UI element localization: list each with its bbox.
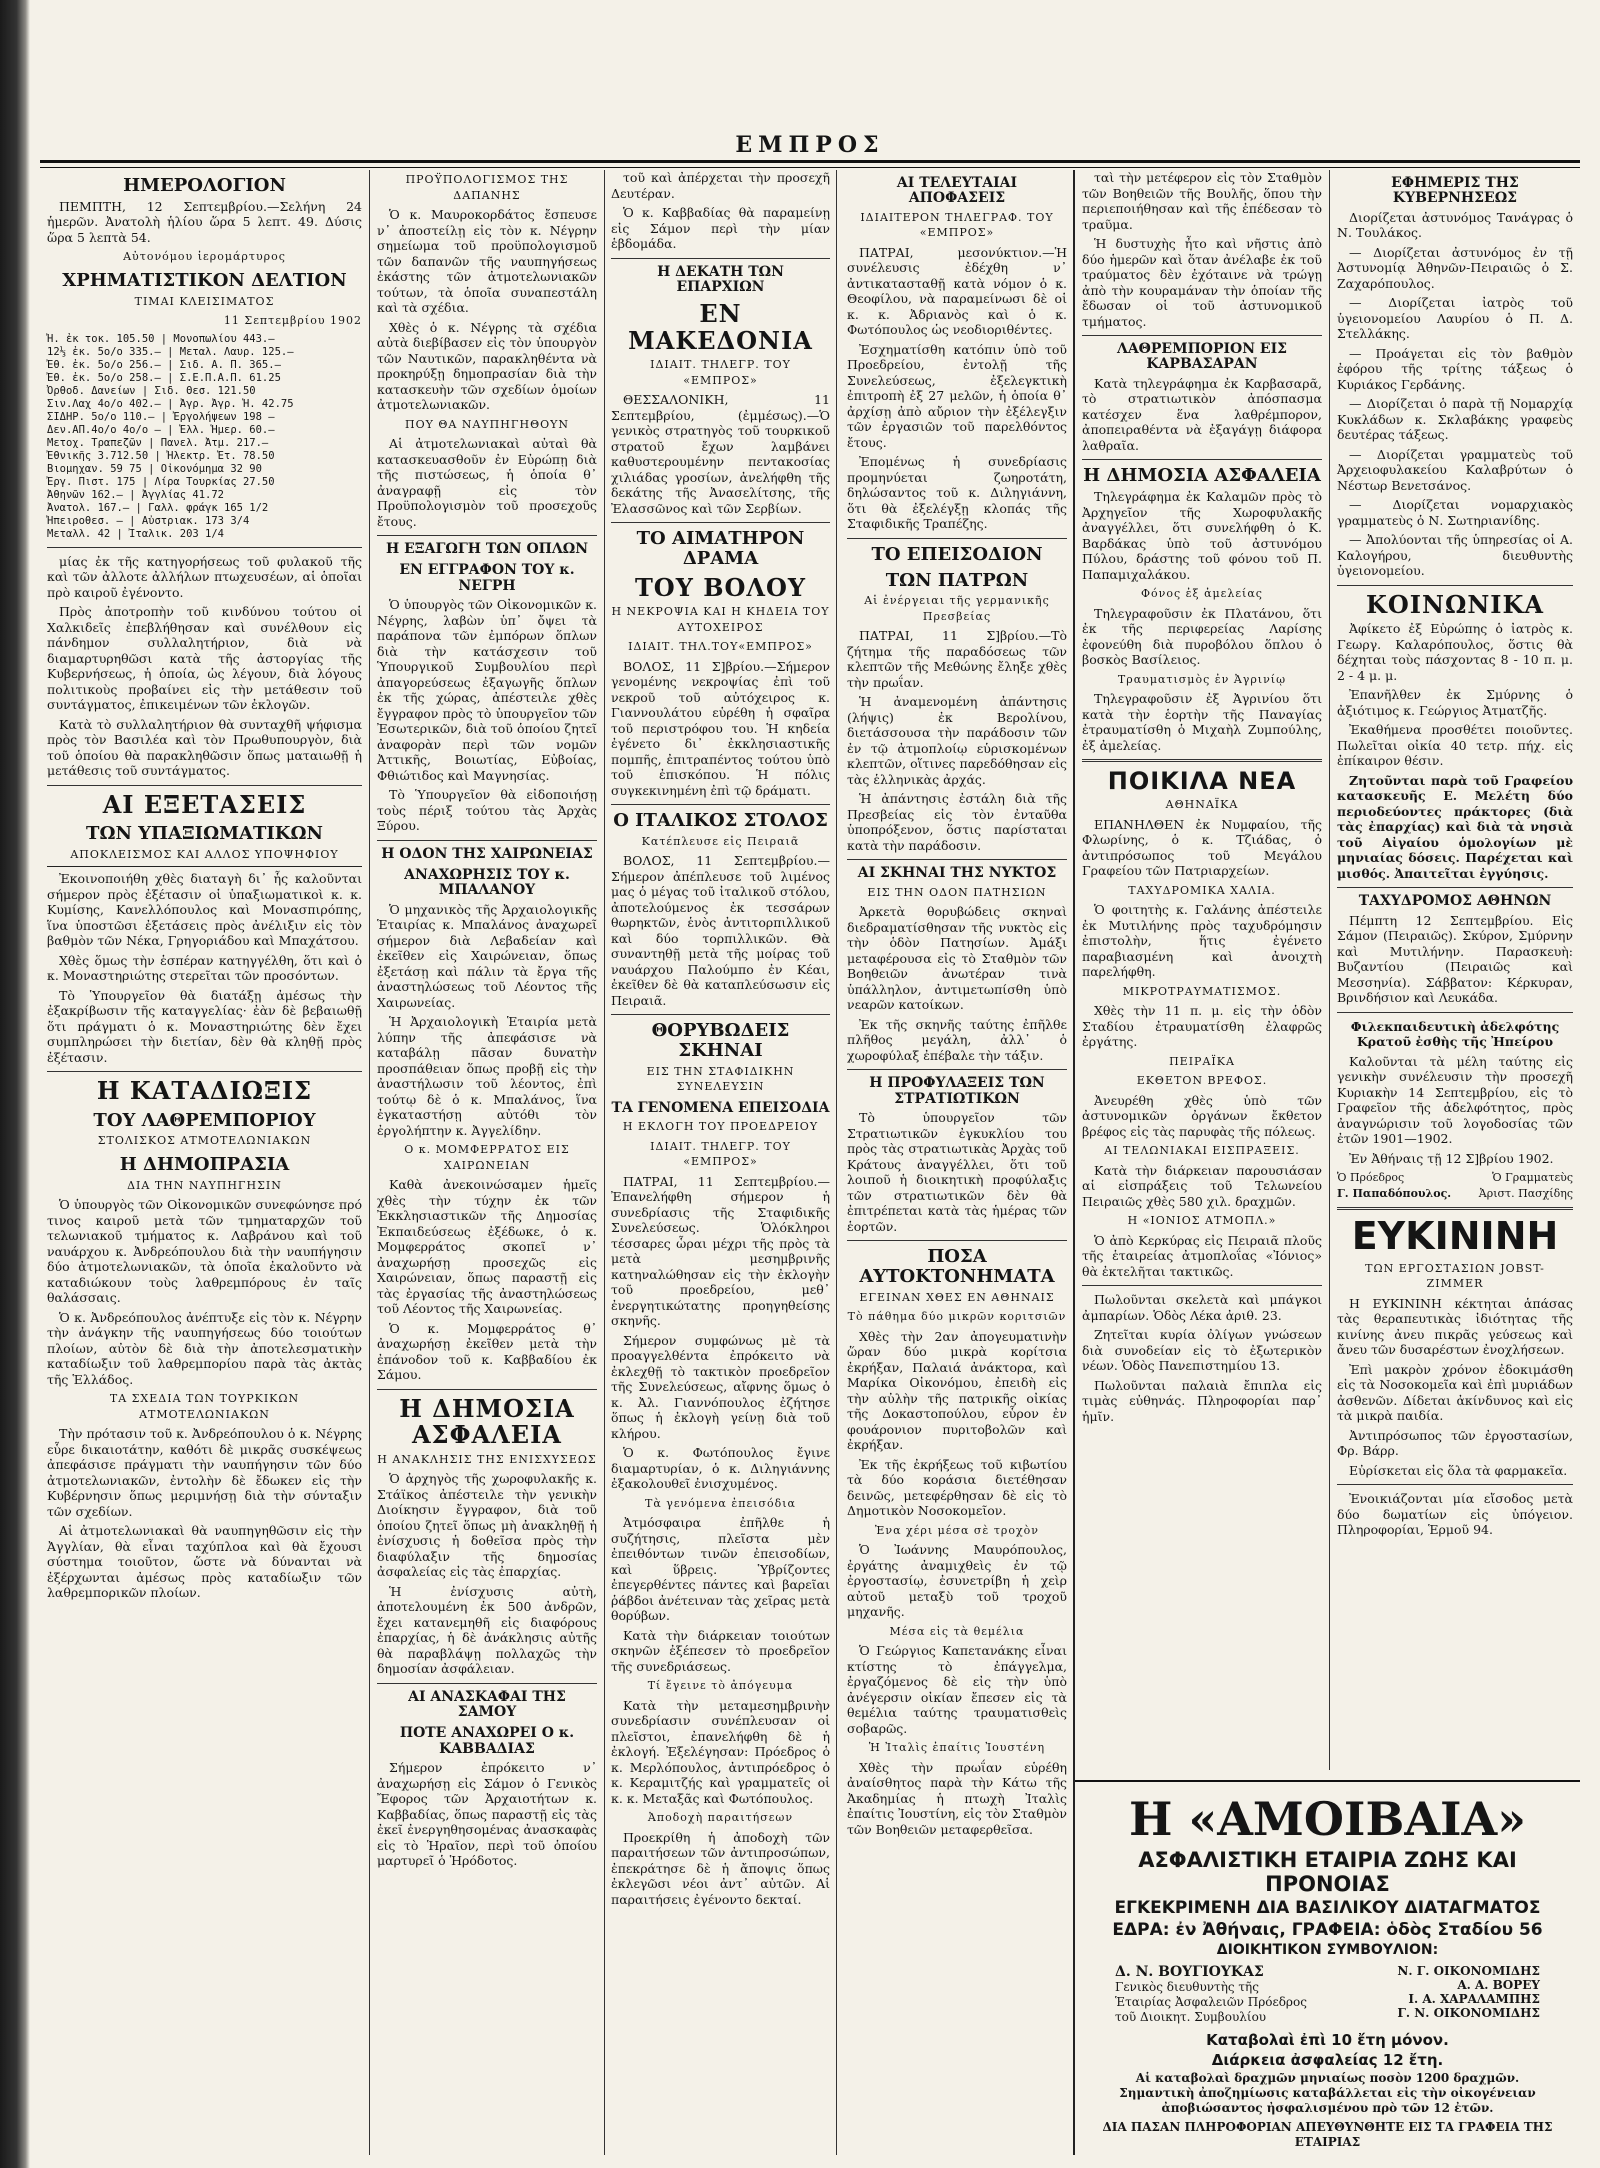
article-paragraph: Τηλεγράφημα ἐκ Καλαμῶν πρὸς τὸ Ἀρχηγεῖον τῆς Χωροφυλακῆς ἀναγγέλλει, ὅτι συνελήφθη ὁ Κ. Βαρδάκας ὑπὸ τοῦ ἀστυνόμου Πύλου, δράστης τοῦ φόνου τοῦ Π. Παπαμιχαλάκου. xyxy=(1082,489,1322,582)
article-paragraph: Σήμερον συμφώνως μὲ τὰ προαγγελθέντα ἐπρόκειτο νὰ ἐκλεχθῇ τὸ τακτικὸν προεδρεῖον τῆς Συνελεύσεως, αἴφνης ὅμως ὁ κ. Ἀλ. Γιαννόπουλος ἐζήτησε ὅπως ἡ ἐκλογὴ γείνῃ διὰ τοῦ κλήρου. xyxy=(611,1332,830,1441)
table-row: Ὀρθοδ. Δανείων | Σιδ. Θεσ. 121.50 xyxy=(47,384,256,397)
pou-tha-label: ΠΟΥ ΘΑ ΝΑΥΠΗΓΗΘΟΥΝ xyxy=(405,417,569,431)
katadiwxis-subtitle-2: ΣΤΟΛΙΣΚΟΣ ΑΤΜΟΤΕΛΩΝΙΑΚΩΝ xyxy=(97,1134,312,1148)
ena-xeri-label: Ἐνα χέρι μέσα σὲ τροχὸν xyxy=(875,1523,1039,1537)
article-paragraph: Κατὰ τηλεγράφημα ἐκ Καρβασαρᾶ, τὸ στρατιωτικὸν ἀπόσπασμα κατέσχεν ἕνα λαθρέμπορον, ἀποπειραθέντα νὰ ἐξαγάγῃ διάφορα λαθραῖα. xyxy=(1082,375,1322,453)
market-date: 11 Σεπτεμβρίου 1902 xyxy=(223,314,362,328)
market-table xyxy=(47,333,362,541)
table-row: Σιν.Λαχ 4ο/ο 402.— | Ἀγρ. Ἀγρ. Ἡ. 42.75 xyxy=(47,397,294,410)
divider xyxy=(1082,759,1322,762)
divider xyxy=(611,1014,830,1015)
divider xyxy=(1337,1484,1573,1485)
asfaleia-title-2: Η ΔΗΜΟΣΙΑ ΑΣΦΑΛΕΙΑ xyxy=(1083,465,1321,487)
article-paragraph: Ὁ μηχανικὸς τῆς Ἀρχαιολογικῆς Ἑταιρίας κ. Μπαλάνος ἀναχωρεῖ σήμερον διὰ Λεβαδείαν καὶ ἐκεῖθεν εἰς Χαιρώνειαν, ὅπως ἐξετάσῃ καὶ πάλιν τὰ ἔργα τῆς ἀναστηλώσεως τοῦ Λέοντος τῆς Χαιρωνείας. xyxy=(377,901,597,1010)
asfaleia-title: Η ΔΗΜΟΣΙΑ ΑΣΦΑΛΕΙΑ xyxy=(399,1393,575,1450)
divider xyxy=(847,538,1067,539)
article-paragraph: Καθὰ ἀνεκοινώσαμεν ἡμεῖς χθὲς τὴν τύχην ἐκ τῶν Ἐκκλησιαστικῶν τῆς Δημοσίας Ἐκπαιδεύσεως ἐξέδωκε, ὁ κ. Μομφερράτος σκοπεῖ ν᾽ ἀναχωρήσῃ προσεχῶς εἰς Χαιρώνειαν, ὅπως παραστῇ εἰς τὰς ἐργασίας τῆς ἀναστηλώσεως τοῦ Λέοντος τῆς Χαιρωνείας. xyxy=(377,1177,597,1317)
article-paragraph: Η ΕΥΚΙΝΙΝΗ κέκτηται ἁπάσας τὰς θεραπευτικὰς ἰδιότητας τῆς κινίνης ἀνευ πικρᾶς γεύσεως καὶ ἄνευ τῶν δυσαρέστων ἐνοχλήσεων. xyxy=(1337,1295,1573,1358)
article-paragraph: Ἡ δυστυχὴς ἦτο καὶ νῆστις ἀπὸ δύο ἡμερῶν καὶ ὅταν ἀνέλαβε ἐκ τοῦ τραύματος δὲν ἐχόταινε νὰ τρώγῃ ἀπὸ τὴν κουραμάναν τὴν ὁποίαν τῆς ἔδωσαν οἱ τοῦ ἀστυνομικοῦ τμήματος. xyxy=(1082,236,1322,329)
eukinini-subtitle: ΤΩΝ ΕΡΓΟΣΤΑΣΙΩΝ JOBST-ZIMMER xyxy=(1365,1261,1545,1291)
table-row: Δεν.ΑΠ.4ο/ο 4ο/ο — | Ἑλλ. Ἡμερ. 60.— xyxy=(47,423,275,436)
lathremporion-title: ΛΑΘΡΕΜΠΟΡΙΟΝ ΕΙΣ ΚΑΡΒΑΣΑΡΑΝ xyxy=(1116,341,1288,373)
divider xyxy=(611,804,830,805)
article-paragraph: Ἡ ἀπάντησις ἐστάλη διὰ τῆς Πρεσβείας εἰς τὸν ἐνταῦθα ὑποπρόξενον, ὅστις παρίσταται κατὰ τὴν παράδοσιν. xyxy=(847,791,1067,853)
ad-line-8: ΔΙΑ ΠΑΣΑΝ ΠΛΗΡΟΦΟΡΙΑΝ ΑΠΕΥΘΥΝΘΗΤΕ ΕΙΣ ΤΑ ΓΡΑΦΕΙΑ ΤΗΣ ΕΤΑΙΡΙΑΣ xyxy=(1102,2120,1553,2149)
classified-ad: Ζητεῖται κυρία ὀλίγων γνώσεων διὰ συνοδείαν εἰς τὸ ἐξωτερικὸν νέων. Ὁδὸς Πανεπιστημίου 13. xyxy=(1082,1327,1322,1374)
article-paragraph: Κατὰ τὴν μεταμεσημβρινὴν συνεδρίασιν συνέπλευσαν οἱ πλεῖστοι, ἐπανελήφθη δὲ ἡ ἐκλογή. Ἐξελέγησαν: Πρόεδρος ὁ κ. Μερλόπουλος, ἀντιπρόεδρος ὁ κ. Κεραμιτζής καὶ γραμματεῖς οἱ κ. κ. Μεταξᾶς καὶ Φωτόπουλος. xyxy=(611,1697,830,1806)
article-paragraph: Ἀφίκετο ἐξ Εὐρώπης ὁ ἰατρὸς κ. Γεωργ. Καλαρόπουλος, ὅστις θὰ δέχηται τοὺς πάσχοντας 8 - 10 π. μ. 2 - 4 μ. μ. xyxy=(1337,621,1573,683)
ad-line-7: Σημαντικὴ ἀποζημίωσις καταβάλλεται εἰς τὴν οἰκογένειαν ἀποβιώσαντος ἠσφαλισμένου πρὸ τῶν 12 ἐτῶν. xyxy=(1119,2086,1536,2115)
table-row: Μεταλλ. 42 | Ἰταλικ. 203 1/4 xyxy=(47,527,225,540)
article-paragraph: — Διορίζεται ἀστυνόμος ἐν τῇ Ἀστυνομίᾳ Ἀθηνῶν-Πειραιῶς ὁ Σ. Ζαχαρόπουλος. xyxy=(1337,244,1573,291)
article-paragraph: Πέμπτη 12 Σεπτεμβρίου. Εἰς Σάμον (Πειραιῶς). Σκύρον, Σμύρνην καὶ Μυτιλήνην. Παρασκευὴ: Βυζαντίου (Πειραιῶς καὶ Μεσσηνία). Σάββατον: Κέρκυραν, Βρινδήσιον καὶ Λευκάδα. xyxy=(1337,912,1573,1006)
ad-line-4: Καταβολαὶ ἐπὶ 10 ἔτη μόνον. xyxy=(1206,2031,1449,2049)
katadiwxis-title: Η ΚΑΤΑΔΙΩΞΙΣ xyxy=(96,1076,313,1106)
article-paragraph: ταὶ τὴν μετέφερον εἰς τὸν Σταθμὸν τῶν Βοηθειῶν τῆς Βουλῆς, ὅπου τὴν περιεποιήθησαν καὶ τῆς ἐπέδεσαν τὸ τραῦμα. xyxy=(1082,170,1322,232)
column-4 xyxy=(1075,170,1330,1770)
article-paragraph: Ἐκ τῆς σκηνῆς ταύτης ἐπῆλθε πλῆθος μεγάλη, ἀλλ᾽ ὁ χωροφύλαξ ἐπέβαλε τὴν τάξιν. xyxy=(847,1016,1067,1063)
article-paragraph: Ἐπανῆλθεν ἐκ Σμύρνης ὁ ἀξιότιμος κ. Γεώργιος Ἀτματζῆς. xyxy=(1337,687,1573,718)
epeisodion-subtitle: ΤΩΝ ΠΑΤΡΩΝ xyxy=(885,569,1029,591)
article-paragraph: Ὁ κ. Μαυροκορδάτος ἔσπευσε ν᾽ ἀποστείλῃ εἰς τὸν κ. Νέγρην σημείωμα τοῦ προϋπολογισμοῦ τῶν δαπανῶν τῆς ναυπηγήσεως ἑκάστης τῶν ἀτμοτελωνιακῶν τούτων, τὰ ὁποῖα συναπεστάλη καὶ τὰ σχέδια. xyxy=(377,207,597,315)
fonos-label: Φόνος ἐξ ἀμελείας xyxy=(1141,587,1263,601)
proedros-label: Ὁ Πρόεδρος xyxy=(1337,1171,1405,1185)
anaskafai-title: ΑΙ ΑΝΑΣΚΑΦΑΙ ΤΗΣ ΣΑΜΟΥ xyxy=(408,1688,566,1721)
divider xyxy=(47,785,362,786)
signature-left xyxy=(1337,1170,1451,1201)
epeisodion-title: ΤΟ ΕΠΕΙΣΟΔΙΟΝ xyxy=(871,543,1043,565)
table-row: Ἐθ. ἐκ. 5ο/ο 256.— | Σιδ. Α. Π. 365.— xyxy=(47,358,281,371)
article-paragraph: Ἡ ἀναμενομένη ἀπάντησις (λήψις) ἐκ Βερολίνου, διετάσσουσα τὴν παράδοσιν τῶν ἐν τῷ ἀτμοπλοίῳ εὑρισκομένων κλεπτῶν, οἵτινες παρεδόθησαν εἰς τὰς ἑλληνικὰς ἀρχάς. xyxy=(847,694,1067,787)
article-paragraph: ΒΟΛΟΣ, 11 Σεπτεμβρίου.—Σήμερον ἀπέπλευσε τοῦ λιμένος μας ὁ μέγας τοῦ ἰταλικοῦ στόλου, ἀποτελούμενος ἐκ τεσσάρων θωρηκτῶν, ἑνὸς ἀντιτορπιλλικοῦ καὶ δύο τορπιλλικῶν. Θὰ συναντηθῇ μετὰ τῆς μοίρας τοῦ ναυάρχου Παλούμπο ἐν Κέαι, ἐκεῖθεν δὲ θὰ καταπλεύσωσιν εἰς Πειραιᾶ. xyxy=(611,853,830,1008)
article-paragraph: Τὸ ὑπουργεῖον τῶν Στρατιωτικῶν ἐγκυκλίου του πρὸς τὰς στρατιωτικὰς Ἀρχὰς τοῦ Κράτους ἀναγγέλλει, ὅτι τοῦ λοιποῦ ἡ διοικητικὴ προφύλαξις τῶν στρατιωτικῶν δὲν θὰ ἐπιτρέπεται κατὰ τὰς ἡμέρας τῶν ἑορτῶν. xyxy=(847,1110,1067,1234)
board-left-name: Δ. Ν. ΒΟΥΓΙΟΥΚΑΣ xyxy=(1115,1964,1264,1980)
article-paragraph: ΠΑΤΡΑΙ, 11 Σεπτεμβρίου.—Ἐπανελήφθη σήμερον ἡ συνεδρίασις τῆς Σταφιδικῆς Συνελεύσεως. Ὁλόκληροι τέσσαρες ὧραι μέχρι τῆς πρὸς τὰ μετὰ μεσημβρινῆς κατηναλώθησαν εἰς τὴν ἐκλογὴν τοῦ προεδρείου, μεθ᾽ ἐνεργητικώτατης προηγηθείσης σκηνῆς. xyxy=(611,1173,830,1329)
article-paragraph: Καλοῦνται τὰ μέλη ταύτης εἰς γενικὴν συνέλευσιν τὴν προσεχῆ Κυριακὴν 14 Σεπτεμβρίου, εἰς τὸ Γραφεῖον τῆς ἀδελφότητος, πρὸς ἀναγνώρισιν τοῦ λογοδοσίας τῶν ἐτῶν 1901—1902. xyxy=(1337,1053,1573,1147)
article-paragraph: Ἀνευρέθη χθὲς ὑπὸ τῶν ἀστυνομικῶν ὀργάνων ἔκθετον βρέφος εἰς τὰς παρυφὰς τῆς πόλεως. xyxy=(1082,1092,1322,1139)
exetaseis-subtitle: ΤΩΝ ΥΠΑΞΙΩΜΑΤΙΚΩΝ xyxy=(86,822,323,844)
article-paragraph: — Διορίζεται γραμματεὺς τοῦ Ἀρχειοφυλακείου Καλαβρύτων ὁ Νέστωρ Βενετσάνος. xyxy=(1337,446,1573,493)
times-title: ΤΙΜΑΙ ΚΛΕΙΣΙΜΑΤΟΣ xyxy=(134,294,275,308)
divider xyxy=(1337,1207,1573,1210)
divider xyxy=(611,258,830,259)
article-paragraph: Ἀντιπρόσωπος τῶν ἐργοστασίων, Φρ. Βάρρ. xyxy=(1337,1427,1573,1459)
odon-subtitle: ΑΝΑΧΩΡΗΣΙΣ ΤΟΥ κ. ΜΠΑΛΑΝΟΥ xyxy=(404,867,570,899)
article-paragraph: Κατὰ τὴν διάρκειαν τοιούτων σκηνῶν ἐξέπεσεν τὸ προεδρεῖον τῆς συνεδριάσεως. xyxy=(611,1627,830,1674)
article-paragraph: Τηλεγραφοῦσιν ἐξ Ἀγρινίου ὅτι κατὰ τὴν ἑορτὴν τῆς Παναγίας ἐτραυματίσθη ὁ Μιχαὴλ Ζυμπούλης, ἐξ ἀμελείας. xyxy=(1082,691,1322,753)
article-paragraph: Φιλεκπαιδευτικὴ ἀδελφότης Κρατοῦ ἐσθὴς τῆς Ἠπείρου xyxy=(1350,1018,1560,1050)
article-paragraph: Εὐρίσκεται εἰς ὅλα τὰ φαρμακεῖα. xyxy=(1349,1462,1568,1478)
article-paragraph: Πρὸς ἀποτροπὴν τοῦ κινδύνου τούτου οἱ Χαλκιδεῖς ἐπεβλήθησαν καὶ συνέλθουν εἰς πάνδημον συλλαλητήριον, διὰ νὰ διαμαρτυρηθῶσι κατὰ τῆς ἀστοργίας τῆς Κυβερνήσεως, ἡ ὁποία, ὡς λέγουν, διὰ λόγους πολιτικοὺς προβαίνει εἰς τὴν μετάθεσιν τοῦ συντάγματος, ἐπικειμένων τῶν ἐκλογῶν. xyxy=(47,604,362,713)
ad-line-6: Αἱ καταβολαὶ δραχμῶν μηνιαίως ποσὸν 1200 δραχμῶν. xyxy=(1135,2071,1520,2085)
proflaseis-title: Η ΠΡΟΦΥΛΑΞΕΙΣ ΤΩΝ ΣΤΡΑΤΙΩΤΙΚΩΝ xyxy=(869,1075,1045,1107)
teleutaiai-tag: ΙΔΙΑΙΤΕΡΟΝ ΤΗΛΕΓΡΑΦ. ΤΟΥ «ΕΜΠΡΟΣ» xyxy=(860,210,1054,240)
article-paragraph: — Προάγεται εἰς τὸν βαθμὸν ἐφόρου τῆς τρίτης τάξεως ὁ Κυριάκος Γερδάνης. xyxy=(1337,345,1573,392)
athhnaika-label: ΑΘΗΝΑΪΚΑ xyxy=(1165,798,1239,812)
italikos-subtitle: Κατέπλευσε εἰς Πειραιᾶ xyxy=(641,834,800,848)
dekate-tag: ΙΔΙΑΙΤ. ΤΗΛΕΓΡ. ΤΟΥ «ΕΜΠΡΟΣ» xyxy=(650,358,791,387)
article-paragraph: Ἀρκετὰ θορυβώδεις σκηναὶ διεδραματίσθησαν τῆς νυκτὸς εἰς τὴν ὁδὸν Πατησίων. Ἀμάξι μεταφέρουσα εἰς τὸ Σταθμὸν τῶν Βοηθειῶν ἀνωτέραν τινὰ ὑπάλληλον, ἀντιμετωπίσθη ὑπὸ νεαρῶν κατοίκων. xyxy=(847,904,1067,1013)
koinwnika-title: ΚΟΙΝΩΝΙΚΑ xyxy=(1366,589,1544,619)
table-row: Βιομηχαν. 59 75 | Οἰκονόμημα 32 90 xyxy=(47,462,262,475)
thoryvodeis-subtitle-3: Η ΕΚΛΟΓΗ ΤΟΥ ΠΡΟΕΔΡΕΙΟΥ xyxy=(622,1120,819,1134)
posa-subtitle-2: Τὸ πάθημα δύο μικρῶν κοριτσιῶν xyxy=(847,1310,1067,1324)
anaskafai-subtitle: ΠΟΤΕ ΑΝΑΧΩΡΕΙ Ο κ. ΚΑΒΒΑΔΙΑΣ xyxy=(399,1725,575,1757)
article-paragraph: ΒΟΛΟΣ, 11 Σ]βρίου.—Σήμερον γενομένης νεκροψίας ἐπὶ τοῦ νεκροῦ τοῦ αὐτόχειρος κ. Γιαννουλάτου εὑρέθη ἡ σφαῖρα τοῦ περιστρόφου του. Ἡ κηδεία ἐγένετο δι᾽ ἐκκλησιαστικῆς πομπῆς, ἐπιτραπέντος τούτου ὑπὸ τοῦ ἐπισκόπου. Ἡ πόλις συγκεκινημένη ἐπὶ τῷ δράματι. xyxy=(611,658,830,798)
article-paragraph: Ὁ κ. Μομφερράτος θ᾽ ἀναχωρήσῃ ἐκεῖθεν μετὰ τὴν ἐπάνοδον τοῦ κ. Καββαδίου ἐκ Σάμου. xyxy=(377,1320,597,1383)
article-paragraph: Αἱ ἀτμοτελωνιακαὶ αὐταὶ θὰ κατασκευασθοῦν ἐν Εὐρώπῃ διὰ τῆς πιστώσεως, ἡ ὁποία θ᾽ ἀναγραφῇ εἰς τὸν Προϋπολογισμὸν τοῦ προσεχοῦς ἔτους. xyxy=(377,436,597,529)
table-row: 12⅓ ἐκ. 5ο/ο 335.— | Μεταλ. Λαυρ. 125.— xyxy=(47,345,294,358)
asfaleia-subtitle: Η ΑΝΑΚΛΗΣΙΣ ΤΗΣ ΕΝΙΣΧΥΣΕΩΣ xyxy=(377,1452,597,1466)
ad-board xyxy=(1075,1960,1580,2029)
article-paragraph: Ἡ Ἀρχαιολογικὴ Ἑταιρία μετὰ λύπην τῆς ἀπεφάσισε νὰ καταβάλῃ πᾶσαν δυνατὴν προσπάθειαν ὅπως προβῇ εἰς τὴν ἀναστήλωσιν τοῦ λέοντος, ἐπὶ τούτῳ δὲ ὁ κ. Μπαλάνος, ἵνα ἐγκαταστήσῃ αὐτόθι τὸν ἐργολήπτην κ. Ἀγγελίδην. xyxy=(377,1014,597,1138)
masthead-rule xyxy=(40,160,1580,168)
signature-right xyxy=(1479,1170,1573,1201)
drama-subtitle: ΤΟΥ ΒΟΛΟΥ xyxy=(634,572,807,602)
taxydromika-label: ΤΑΧΥΔΡΟΜΙΚΑ ΧΑΛΙΑ. xyxy=(1128,883,1276,897)
divider xyxy=(847,1069,1067,1070)
column-5 xyxy=(1330,170,1580,1770)
article-paragraph: μίας ἐκ τῆς κατηγορήσεως τοῦ φυλακοῦ τῆς καὶ τῶν ἀλλοτε ἀλλήλων πτωχευσέων, αἱ ὁποῖαι πρὸ καιροῦ ἐγένοντο. xyxy=(47,553,362,600)
italis-label: Ἡ Ἰταλὶς ἐπαίτις Ἰουστένη xyxy=(868,1741,1046,1755)
article-paragraph: Ἐπὶ μακρὸν χρόνον ἐδοκιμάσθη εἰς τὰ Νοσοκομεῖα καὶ ἐπὶ μυριάδων ἀσθενῶν. Δίδεται ἀκίνδυνος καὶ εἰς τὰ μικρὰ παιδία. xyxy=(1337,1361,1573,1424)
italikos-title: Ο ΙΤΑΛΙΚΟΣ ΣΤΟΛΟΣ xyxy=(613,810,828,832)
article-paragraph: Χθὲς ὁ κ. Νέγρης τὰ σχέδια αὐτὰ διεβίβασεν εἰς τὸν ὑπουργὸν τῶν Ναυτικῶν, παρακληθέντα νὰ προκηρύξῃ δημοπρασίαν διὰ τὴν κατασκευὴν τῶν σχεδίων ὁμοίων ἀτμοτελωνιακῶν. xyxy=(377,319,597,412)
article-paragraph: Ὁ κ. Ἀνδρεόπουλος ἀνέπτυξε εἰς τὸν κ. Νέγρην τὴν ἀνάγκην τῆς ναυπηγήσεως δύο τοιούτων πλοίων, αὐτὸν δὲ διὰ τὴν ἀποτελεσματικὴν καταδίωξιν τοῦ λαθρεμπορίου παρὰ τὰς ἀκτὰς τῆς Ἑλλάδος. xyxy=(47,1309,362,1387)
article-paragraph: ΠΑΤΡΑΙ, 11 Σ]βρίου.—Τὸ ζήτημα τῆς παραδόσεως τῶν κλεπτῶν τῆς Μεθώνης ἔληξε χθὲς τὴν πρωΐαν. xyxy=(847,628,1067,690)
efhmeris-title: ΕΦΗΜΕΡΙΣ ΤΗΣ ΚΥΒΕΡΝΗΣΕΩΣ xyxy=(1391,175,1519,207)
newspaper-masthead: ΕΜΠΡΟΣ xyxy=(735,132,885,158)
article-paragraph: ΘΕΣΣΑΛΟΝΙΚΗ, 11 Σεπτεμβρίου, (ἐμμέσως).—Ὁ γενικὸς στρατηγὸς τοῦ τουρκικοῦ στρατοῦ ἔχων λαμβάνει καθυστερουμένην πεντακοσίας χιλιάδας γροσίων, ἀνελήφθη τῆς δεκάτης τῆς Ἀνασελίτσης, τῆς Ἐλασσῶνος καὶ τῶν Σερβίων. xyxy=(611,392,830,516)
peiraika-label: ΠΕΙΡΑΪΚΑ xyxy=(1169,1054,1235,1068)
amoivaia-advertisement xyxy=(1075,1780,1580,2157)
ta-sxedia-label: ΤΑ ΣΧΕΔΙΑ ΤΩΝ ΤΟΥΡΚΙΚΩΝ ΑΤΜΟΤΕΛΩΝΙΑΚΩΝ xyxy=(109,1392,300,1421)
article-paragraph: Τὴν πρότασιν τοῦ κ. Ἀνδρεόπουλου ὁ κ. Νέγρης εὗρε δικαιοτάτην, καθότι δὲ μικρᾶς συσκέψεως ἀπεφάσισε πράγματι τὴν ναυπήγησιν τῶν δύο ἀτμοτελωνιακῶν, ἐντολὴν δὲ ἔδωκεν εἰς τὴν Κυβέρνησιν ὅπως μεριμνήσῃ διὰ τὴν σύνταξιν τῶν σχεδίων. xyxy=(47,1426,362,1519)
posa-title: ΠΟΣΑ ΑΥΤΟΚΤΟΝΗΜΑΤΑ xyxy=(859,1246,1055,1287)
article-paragraph: Ζητοῦνται παρὰ τοῦ Γραφείου κατασκευῆς Ε. Μελέτη δύο περιοδεύοντες πράκτορες (διὰ τὰς ἐπαρχίας) καὶ διὰ τὰ νησιὰ τοῦ Αἰγαίου ὁμολογίων μὲ μηνιαίας δόσεις. Παρέχεται καὶ μισθός. Ἀπαιτεῖται ἐγγύησις. xyxy=(1337,772,1573,881)
classified-ad: Πωλοῦνται παλαιὰ ἔπιπλα εἰς τιμὰς εὐθηνάς. Πληροφορίαι παρ᾽ ἡμῖν. xyxy=(1082,1377,1322,1424)
board-member: Α. Α. ΒΟΡΕΥ xyxy=(1457,1978,1540,1992)
hmerologion-text: ΠΕΜΠΤΗ, 12 Σεπτεμβρίου.—Σελήνη 24 ἡμερῶν. Ἀνατολὴ ἡλίου ὥρα 5 λεπτ. 49. Δύσις ὥρα 5 λεπτὰ 54. xyxy=(47,198,362,245)
skhnai-subtitle: ΕΙΣ ΤΗΝ ΟΔΟΝ ΠΑΤΗΣΙΩΝ xyxy=(867,885,1047,899)
proedros-name: Γ. Παπαδόπουλος. xyxy=(1337,1186,1452,1200)
te-egeine-label: Τί ἔγεινε τὸ ἀπόγευμα xyxy=(647,1679,794,1693)
poikila-title: ΠΟΙΚΙΛΑ ΝΕΑ xyxy=(1107,767,1297,796)
divider xyxy=(1082,335,1322,336)
column-3b xyxy=(841,170,1073,2155)
divider xyxy=(1337,585,1573,586)
saint-line: Αὐτονόμου ἱερομάρτυρος xyxy=(123,250,286,264)
ionios-label: Η «ΙΟΝΙΟΣ ΑΤΜΟΠΛ.» xyxy=(1127,1214,1277,1228)
article-paragraph: Χθὲς τὴν 11 π. μ. εἰς τὴν ὁδὸν Σταδίου ἐτραυματίσθη ἐλαφρῶς ἐργάτης. xyxy=(1082,1003,1322,1050)
article-paragraph: Ὁ Ἰωάννης Μαυρόπουλος, ἐργάτης ἀναμιχθεὶς ἐν τῷ ἐργοστασίῳ, ἐσυνετρίβη ἡ χεὶρ αὐτοῦ μεταξὺ τοῦ τροχοῦ μηχανῆς. xyxy=(847,1542,1067,1620)
thoryvodeis-subtitle-2: ΤΑ ΓΕΝΟΜΕΝΑ ΕΠΕΙΣΟΔΙΑ xyxy=(611,1099,830,1116)
divider xyxy=(847,1240,1067,1241)
article-paragraph: Ἐπομένως ἡ συνεδρίασις προμηνύεται ζωηροτάτη, δηλώσαντος τοῦ κ. Διληγιάννη, ὅτι θὰ ἐξελέγξῃ κλοπάς τῆς Σταφιδικῆς Τραπέζης. xyxy=(847,454,1067,532)
divider xyxy=(377,840,597,841)
drama-subtitle-2: Η ΝΕΚΡΟΨΙΑ ΚΑΙ Η ΚΗΔΕΙΑ ΤΟΥ ΑΥΤΟΧΕΙΡΟΣ xyxy=(611,605,830,634)
column-2 xyxy=(370,170,605,2155)
thoryvodeis-title: ΘΟΡΥΒΩΔΕΙΣ ΣΚΗΝΑΙ xyxy=(651,1020,790,1062)
article-paragraph: — Διορίζεται ἰατρὸς τοῦ ὑγειονομείου Λαυρίου ὁ Π. Δ. Στελλάκης. xyxy=(1337,295,1573,342)
article-paragraph: Σήμερον ἐπρόκειτο ν᾽ ἀναχωρήσῃ εἰς Σάμον ὁ Γενικὸς Ἔφορος τῶν Ἀρχαιοτήτων κ. Καββαδίας, ὅπως παραστῇ εἰς τὰς ἐκεῖ ἐνεργηθησομένας ἀνασκαφὰς εἰς τὸ Ἡραῖον, περὶ τοῦ ὁποίου μαρτυρεῖ ὁ Ἡρόδοτος. xyxy=(377,1760,597,1869)
ad-board-right xyxy=(1345,1964,1541,2025)
article-paragraph: Ἐκοινοποιήθη χθὲς διαταγὴ δι᾽ ἧς καλοῦνται σήμερον πρὸς ἐξέτασιν οἱ ὑπαξιωματικοὶ κ. κ. Κυμίσης, Κανελλόπουλος καὶ Μονασπιρόπης, ἵνα ὑποστῶσι ἐξετάσεις πρὸς ἀνέλιξιν εἰς τὸν βαθμὸν τῶν Νέκα, Γρηγοριάδου καὶ Μπαχάτσου. xyxy=(47,871,362,949)
mesa-label: Μέσα εἰς τὰ θεμέλια xyxy=(889,1624,1025,1638)
table-row: Ἐργ. Πιστ. 175 | Λίρα Τουρκίας 27.50 xyxy=(47,475,275,488)
ad-line-3: ΕΔΡΑ: ἐν Ἀθήναις, ΓΡΑΦΕΙΑ: ὁδὸς Σταδίου 56 xyxy=(1112,1920,1543,1940)
divider xyxy=(1082,1285,1322,1286)
ta-genomena-label: Τὰ γενόμενα ἐπεισόδια xyxy=(645,1496,796,1510)
article-paragraph: Τὸ Ὑπουργεῖον θὰ διατάξῃ ἀμέσως τὴν ἐξακρίβωσιν τῆς καταγγελίας· ἐὰν δὲ βεβαιωθῇ ὅτι πράγματι ὁ κ. Μοναστηριώτης δὲν ἔχει συμπληρώσει τὴν διετίαν, δὲν θὰ κληθῇ πρὸς ἐξέτασιν. xyxy=(47,987,362,1065)
thoryvodeis-subtitle: ΕΙΣ ΤΗΝ ΣΤΑΦΙΔΙΚΗΝ ΣΥΝΕΛΕΥΣΙΝ xyxy=(646,1064,795,1094)
article-paragraph: Ἀτμόσφαιρα ἐπῆλθε ἡ συζήτησις, πλεῖστα μὲν ἐπειθόντων τινῶν ἐπεισοδίων, καὶ ὕβρεις. Ὑβρίζοντες ἐπεγερθέντες πάντες καὶ βαρεῖαι ῥάβδοι ἀνέτειναν τὰς χεῖρας μετὰ θορύβων. xyxy=(611,1515,830,1624)
dekate-title: Η ΔΕΚΑΤΗ ΤΩΝ ΕΠΑΡΧΙΩΝ xyxy=(657,263,784,295)
divider xyxy=(377,1683,597,1684)
divider xyxy=(47,1071,362,1072)
article-paragraph: τοῦ καὶ ἀπέρχεται τὴν προσεχῆ Δευτέραν. xyxy=(611,170,830,201)
column-3 xyxy=(605,170,1075,2155)
article-paragraph: Προεκρίθη ἡ ἀποδοχὴ τῶν παραιτήσεων τῶν ἀντιπροσώπων, ἐπεκράτησε δὲ ἡ ἄποψις ὅπως ἐκλεγῶσι νέοι ἀντ᾽ αὐτῶν. Αἱ παραιτήσεις ἐγένοντο δεκταί. xyxy=(611,1829,830,1907)
board-left-role: Γενικὸς διευθυντὴς τῆς Ἑταιρίας Ἀσφαλειῶν Πρόεδρος τοῦ Διοικητ. Συμβουλίου xyxy=(1115,1980,1307,2024)
article-paragraph: Ἐκαθήμενα προσθέτει ποιοῦντες. Πωλεῖται οἰκία 40 τετρ. πήχ. εἰς ἐπίκαιρον θέσιν. xyxy=(1337,722,1573,769)
article-paragraph: Ὁ ἀπὸ Κερκύρας εἰς Πειραιᾶ πλοῦς τῆς ἑταιρείας ἀτμοπλοΐας «Ἰόνιος» θὰ ἐκτελῆται τακτικῶς. xyxy=(1082,1232,1322,1279)
skhnai-title: ΑΙ ΣΚΗΝΑΙ ΤΗΣ ΝΥΚΤΟΣ xyxy=(857,865,1057,882)
divider xyxy=(1337,887,1573,888)
article-paragraph: Ὁ Γεώργιος Καπετανάκης εἶναι κτίστης τὸ ἐπάγγελμα, ἐργαζόμενος δὲ εἰς τὴν ὑπὸ ἀνέγερσιν οἰκίαν ἔπεσεν εἰς τὰ θεμέλια ταύτης τραυματισθεὶς σοβαρῶς. xyxy=(847,1643,1067,1736)
article-paragraph: — Διορίζεται νομαρχιακὸς γραμματεὺς ὁ Ν. Σωτηριανίδης. xyxy=(1337,497,1573,528)
article-paragraph: Διορίζεται ἀστυνόμος Τανάγρας ὁ Ν. Τουλάκος. xyxy=(1337,209,1573,241)
ad-board-title: ΔΙΟΙΚΗΤΙΚΟΝ ΣΥΜΒΟΥΛΙΟΝ: xyxy=(1216,1942,1439,1958)
column-3a xyxy=(605,170,837,2155)
article-paragraph: Ὁ ἀρχηγὸς τῆς χωροφυλακῆς κ. Στάϊκος ἀπέστειλε τὴν γενικὴν Διοίκησιν ἔγγραφον, διὰ τοῦ ὁποίου ζητεῖ ὅπως μὴ ἀνακληθῇ ἡ ἐνίσχυσις ἡ δοθεῖσα πρὸς τὴν διαφύλαξιν τῆς δημοσίας ἀσφαλείας εἰς τὰς ἐπαρχίας. xyxy=(377,1471,597,1580)
divider xyxy=(47,547,362,548)
article-paragraph: Ἐσχηματίσθη κατόπιν ὑπὸ τοῦ Προεδρείου, ἐντολῇ τῆς Συνελεύσεως, ἐξελεγκτικὴ ἐπιτροπὴ ἐξ 27 μελῶν, ἡ ὁποία θ᾽ ἀρχίσῃ ἀπὸ αὔριον τὴν ἐξέλεγξιν τῶν ἐργασιῶν τοῦ παρελθόντος ἔτους. xyxy=(847,341,1067,450)
dia-ths-label: ΔΙΑ ΤΗΝ ΝΑΥΠΗΓΗΣΙΝ xyxy=(127,1178,282,1192)
divider xyxy=(377,1389,597,1390)
xrhm-title: ΧΡΗΜΑΤΙΣΤΙΚΟΝ ΔΕΛΤΙΟΝ xyxy=(62,269,347,291)
article-paragraph: Ἐκ τῆς ἐκρήξεως τοῦ κιβωτίου τὰ δύο κοράσια διετέθησαν δεινῶς, μετεφέρθησαν δὲ εἰς τὸ Δημοτικὸν Νοσοκομεῖον. xyxy=(847,1456,1067,1519)
drama-title: ΤΟ ΑΙΜΑΤΗΡΟΝ ΔΡΑΜΑ xyxy=(636,528,805,569)
dekate-subtitle: ΕΝ ΜΑΚΕΔΟΝΙΑ xyxy=(628,299,813,355)
divider xyxy=(1337,1012,1573,1013)
article-paragraph: — Διορίζεται ὁ παρὰ τῇ Νομαρχίᾳ Κυκλάδων κ. Σκλαβάκης γραφεὺς δευτέρας τάξεως. xyxy=(1337,396,1573,443)
trauma-label: Τραυματισμὸς ἐν Ἀγρινίῳ xyxy=(1117,672,1287,686)
energeiai-label: Αἱ ἐνέργειαι τῆς γερμανικῆς Πρεσβείας xyxy=(864,594,1050,623)
article-paragraph: Ἐν Ἀθήναις τῇ 12 Σ]βρίου 1902. xyxy=(1349,1150,1554,1166)
table-row: Ἐθνικῆς 3.712.50 | Ἠλεκτρ. Ἑτ. 78.50 xyxy=(47,449,275,462)
divider xyxy=(611,522,830,523)
eukinini-title: ΕΥΚΙΝΙΝΗ xyxy=(1351,1214,1559,1259)
table-row: Ἠ. ἐκ τοκ. 105.50 | Μονοπωλίου 443.— xyxy=(47,332,275,345)
dhmoprasia-title: Η ΔΗΜΟΠΡΑΣΙΑ xyxy=(119,1153,290,1175)
hmerologion-title: ΗΜΕΡΟΛΟΓΙΟΝ xyxy=(123,175,286,196)
classified-ad: Πωλοῦνται σκελετὰ καὶ μπάγκοι ἀμπαρίων. Ὁδὸς Λέκα ἀριθ. 23. xyxy=(1082,1292,1322,1323)
ad-line-1: ΑΣΦΑΛΙΣΤΙΚΗ ΕΤΑΙΡΙΑ ΖΩΗΣ ΚΑΙ ΠΡΟΝΟΙΑΣ xyxy=(1138,1848,1517,1896)
grammateus-label: Ὁ Γραμματεὺς xyxy=(1492,1171,1573,1185)
divider xyxy=(847,859,1067,860)
odon-title: Η ΟΔΟΝ ΤΗΣ ΧΑΙΡΩΝΕΙΑΣ xyxy=(381,845,593,862)
mikro-label: ΜΙΚΡΟΤΡΑΥΜΑΤΙΣΜΟΣ. xyxy=(1122,984,1282,998)
drama-tag: ΙΔΙΑΙΤ. ΤΗΛ.ΤΟΥ«ΕΜΠΡΟΣ» xyxy=(628,640,813,654)
article-paragraph: — Ἀπολύονται τῆς ὑπηρεσίας οἱ Α. Καλογήρου, διευθυντὴς ὑγειονομείου. xyxy=(1337,532,1573,579)
article-paragraph: Αἱ ἀτμοτελωνιακαὶ θὰ ναυπηγηθῶσιν εἰς τὴν Ἀγγλίαν, θὰ εἶναι ταχύπλοα καὶ θὰ ἔχουσι σύστημα τοιοῦτον, ὥστε νὰ δύνανται νὰ ἐξέρχωνται ἀμέσως πρὸς καταδίωξιν τῶν λαθρεμπορικῶν πλοίων. xyxy=(47,1523,362,1601)
ad-line-2: ΕΓΚΕΚΡΙΜΕΝΗ ΔΙΑ ΒΑΣΙΛΙΚΟΥ ΔΙΑΤΑΓΜΑΤΟΣ xyxy=(1114,1898,1541,1918)
exagwgh-subtitle: ΕΝ ΕΓΓΡΑΦΟΝ ΤΟΥ κ. ΝΕΓΡΗ xyxy=(399,562,575,594)
article-paragraph: Ὁ κ. Φωτόπουλος ἔγινε διαμαρτυρίαν, ὁ κ. Διληγιάννης ἐξακολουθεῖ ἐνισχυμένος. xyxy=(611,1445,830,1492)
board-member: Ν. Γ. ΟΙΚΟΝΟΜΙΔΗΣ xyxy=(1397,1964,1540,1978)
ad-title: Η «ΑΜΟΙΒΑΙΑ» xyxy=(1129,1792,1526,1846)
table-row: Ἀθηνῶν 162.— | Ἀγγλίας 41.72 xyxy=(47,488,225,501)
divider xyxy=(1082,459,1322,460)
article-paragraph: Ὁ φοιτητὴς κ. Γαλάνης ἀπέστειλε ἐκ Μυτιλήνης πρὸς ταχυδρόμησιν ἐπιστολὴν, ἥτις ἐγένετο παραβιασμένη καὶ ἀνοιχτὴ παρελήφθη. xyxy=(1082,902,1322,980)
article-paragraph: Ὁ ὑπουργὸς τῶν Οἰκονομικῶν συνεφώνησε πρό τινος καιροῦ μετὰ τῶν τμηματαρχῶν τοῦ τελωνιακοῦ τμήματος κ. Λαβράνου καὶ τοῦ ναυάρχου κ. Ἀνδρεόπουλου διὰ τὴν ναυπήγησιν δύο ἀτμοτελωνιακῶν, τὰ ὁποῖα ἐκαλοῦντο νὰ καταδιώκουν τοὺς λαθρεμπόρους ἐν ταῖς θαλάσσαις. xyxy=(47,1197,362,1306)
article-paragraph: Ὁ ὑπουργὸς τῶν Οἰκονομικῶν κ. Νέγρης, λαβὼν ὑπ᾽ ὄψει τὰ παράπονα τῶν ἐμπόρων ὅπλων διὰ τὴν κατάσχεσιν τοῦ Ὑπουργικοῦ Συμβουλίου περὶ ἀπαγορεύσεως ἐξαγωγῆς ὅπλων ἐκ τῆς χώρας, ἀπέστειλε χθὲς ἔγγραφον πρὸς τὸ ὑπουργεῖον τῶν Ἐσωτερικῶν, διὰ τοῦ ὁποίου ζητεῖ ἀναφορὰν περὶ τῶν νομῶν Ἀττικῆς, Βοιωτίας, Εὐβοίας, Φθιώτιδος καὶ Μαγνησίας. xyxy=(377,597,597,783)
article-paragraph: Κατὰ τὸ συλλαλητήριον θὰ συνταχθῆ ψήφισμα πρὸς τὸν Βασιλέα καὶ τὸν Πρωθυπουργὸν, διὰ τοῦ ὁποίου θὰ παρακληθῶσιν ὅπως ματαιωθῇ ἡ μετάθεσις τοῦ συντάγματος. xyxy=(47,716,362,779)
grammateus-name: Ἀριστ. Πασχίδης xyxy=(1478,1186,1573,1200)
divider xyxy=(377,535,597,536)
thoryvodeis-tag: ΙΔΙΑΙΤ. ΤΗΛΕΓΡ. ΤΟΥ «ΕΜΠΡΟΣ» xyxy=(650,1139,791,1169)
article-paragraph: Χθὲς τὴν πρωΐαν εὑρέθη ἀναίσθητος παρὰ τὴν Κάτω τῆς Ἀκαδημίας ἡ πτωχὴ Ἰταλὶς ἐπαίτις Ἰουστίνη, εἰς τὸν Σταθμὸν τῶν Βοηθειῶν μεταφερθεῖσα. xyxy=(847,1759,1067,1837)
exetaseis-subtitle-2: ΑΠΟΚΛΕΙΣΜΟΣ ΚΑΙ ΑΛΛΟΣ ΥΠΟΨΗΦΙΟΥ xyxy=(47,847,362,868)
article-paragraph: Τηλεγραφοῦσιν ἐκ Πλατάνου, ὅτι ἐκ τῆς περιφερείας Λαρίσης ἐφονεύθη διὰ πυροβόλου ὅπλου ὁ βοσκὸς Βασίλειος. xyxy=(1082,605,1322,668)
exagwgh-title: Η ΕΞΑΓΩΓΗ ΤΩΝ ΟΠΛΩΝ xyxy=(385,541,588,557)
article-paragraph: Ἡ ἐνίσχυσις αὐτὴ, ἀποτελουμένη ἐκ 500 ἀνδρῶν, ἔχει κατανεμηθῆ εἰς διαφόρους ἐπαρχίας, ἡ δὲ ἀνάκλησις αὐτῆς θὰ παραβλάψῃ πολλαχῶς τὴν δημοσίαν ἀσφάλειαν. xyxy=(377,1583,597,1677)
board-member: Γ. Ν. ΟΙΚΟΝΟΜΙΔΗΣ xyxy=(1397,2006,1540,2020)
column-1 xyxy=(40,170,370,2155)
article-paragraph: Χθὲς ὅμως τὴν ἑσπέραν κατηγγέλθη, ὅτι καὶ ὁ κ. Μοναστηριώτης στερεῖται τῶν προσόντων. xyxy=(47,952,362,984)
article-paragraph: Τὸ Ὑπουργεῖον θὰ εἰδοποιήσῃ τοὺς πέριξ τούτου τὰς Ἀρχὰς Ξύρου. xyxy=(377,787,597,834)
ad-board-left xyxy=(1115,1964,1311,2025)
table-row: Μετοχ. Τραπεζῶν | Πανελ. Ἀτμ. 217.— xyxy=(47,436,269,449)
article-paragraph: Ὁ κ. Καββαδίας θὰ παραμείνῃ εἰς Σάμον περὶ τὴν μίαν ἑβδομάδα. xyxy=(611,205,830,251)
page-binding-shadow xyxy=(0,0,30,2168)
teleutaiai-title: ΑΙ ΤΕΛΕΥΤΑΙΑΙ ΑΠΟΦΑΣΕΙΣ xyxy=(896,175,1018,207)
momferratos-label: Ο κ. ΜΟΜΦΕΡΡΑΤΟΣ ΕΙΣ ΧΑΙΡΩΝΕΙΑΝ xyxy=(404,1143,570,1172)
article-paragraph: Κατὰ τὴν διάρκειαν παρουσιάσαν αἱ εἰσπράξεις τοῦ Τελωνείου Πειραιῶς χθὲς 580 χιλ. δραχμῶν. xyxy=(1082,1162,1322,1209)
exetaseis-title: ΑΙ ΕΞΕΤΑΣΕΙΣ xyxy=(102,789,307,819)
apodoxh-label: Ἀποδοχὴ παραιτήσεων xyxy=(647,1811,794,1825)
taxydromos-title: ΤΑΧΥΔΡΟΜΟΣ ΑΘΗΝΩΝ xyxy=(1358,893,1552,910)
article-paragraph: ΠΑΤΡΑΙ, μεσονύκτιον.—Ἡ συνέλευσις ἐδέχθη ν᾽ ἀντικατασταθῇ κατὰ νόμον ὁ κ. Θεοφίλου, νὰ παραμείνωσι δὲ οἱ κ. κ. Ἀδριανὸς καὶ ὁ κ. Φωτόπουλος ὡς νεοδιοριθέντες. xyxy=(847,244,1067,338)
ekthesis-label: ΕΚΘΕΤΟΝ ΒΡΕΦΟΣ. xyxy=(1136,1074,1268,1088)
katadiwxis-subtitle: ΤΟΥ ΛΑΘΡΕΜΠΟΡΙΟΥ xyxy=(93,1109,316,1131)
posa-subtitle: ΕΓΕΙΝΑΝ ΧΘΕΣ ΕΝ ΑΘΗΝΑΙΣ xyxy=(859,1290,1055,1304)
ad-line-5: Διάρκεια ἀσφαλείας 12 ἔτη. xyxy=(1211,2051,1444,2069)
classified-ad: Ἐνοικιάζονται μία εἴσοδος μετὰ δύο δωματίων εἰς ὑπόγειον. Πληροφορίαι, Ἑρμοῦ 94. xyxy=(1337,1491,1573,1538)
article-paragraph: Χθὲς τὴν 2αν ἀπογευματινὴν ὥραν δύο μικρὰ κορίτσια ἐκρήξαν, Παλαιά ἀνάκτορα, καὶ Μαρίκα Οἰκονόμου, ἐπειδὴ εἰς τὴν αὐλὴν τῆς πατρικῆς οἰκίας τῆς Δοκαστοπούλου, εὗρον ἐν φουάρονιον πυριτοβολῶν καὶ ἐκρήξαν. xyxy=(847,1328,1067,1453)
article-paragraph: ΕΠΑΝΗΛΘΕΝ ἐκ Νυμφαίου, τῆς Φλωρίνης, ὁ κ. Τζιάδας, ὁ ἀντιπρόσωπος τοῦ Μεγάλου Γραφείου τῶν Πατριαρχείων. xyxy=(1082,816,1322,879)
table-row: Ἀνατολ. 167.— | Γαλλ. φράγκ 165 1/2 xyxy=(47,501,269,514)
signatures xyxy=(1337,1170,1573,1201)
telwneia-label: ΑΙ ΤΕΛΩΝΙΑΚΑΙ ΕΙΣΠΡΑΞΕΙΣ. xyxy=(1104,1144,1300,1158)
board-member: Ι. Α. ΧΑΡΑΛΑΜΠΗΣ xyxy=(1408,1992,1540,2006)
proypologismos-head: ΠΡΟΫΠΟΛΟΓΙΣΜΟΣ ΤΗΣ ΔΑΠΑΝΗΣ xyxy=(405,173,569,202)
table-row: Ἠπειροθεσ. — | Αὐστριακ. 173 3/4 xyxy=(47,514,250,527)
table-row: ΣΙΔΗΡ. 5ο/ο 110.— | Ἐργολήψεων 198 — xyxy=(47,410,275,423)
table-row: Ἐθ. ἐκ. 5ο/ο 258.— | Σ.Ε.Π.Α.Π. 61.25 xyxy=(47,371,281,384)
